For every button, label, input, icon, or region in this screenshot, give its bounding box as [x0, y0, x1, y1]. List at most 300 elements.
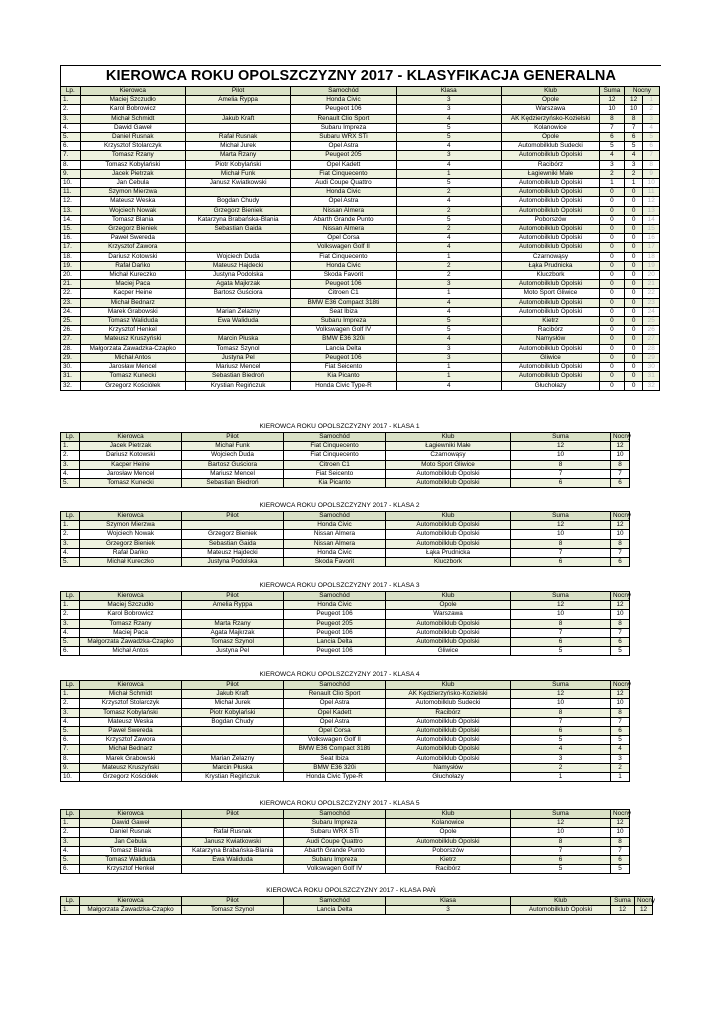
table-cell: 7: [511, 846, 611, 855]
table-cell: Abarth Grande Punto: [284, 846, 386, 855]
table-cell: 4: [396, 307, 501, 316]
table-cell: Fiat Cinquecento: [291, 169, 396, 178]
table-cell: 0: [624, 307, 643, 316]
table-cell: 0: [600, 206, 625, 215]
table-cell: 5: [396, 179, 501, 188]
rank-cell: 26: [643, 326, 660, 335]
table-cell: Kacper Heine: [80, 460, 182, 469]
table-cell: 3: [600, 160, 625, 169]
table-cell: 12: [624, 96, 643, 105]
table-cell: Marek Grabowski: [80, 754, 182, 763]
rank-cell: 11: [643, 188, 660, 197]
table-cell: 1: [624, 179, 643, 188]
table-row: [61, 133, 660, 142]
table-cell: 12: [611, 521, 630, 530]
table-cell: Seat Ibiza: [291, 307, 396, 316]
table-cell: 8: [611, 837, 630, 846]
table-cell: 0: [600, 317, 625, 326]
table-cell: [182, 736, 284, 745]
table-cell: 25.: [61, 317, 81, 326]
column-header: Kierowca: [80, 87, 185, 96]
table-cell: 8: [611, 460, 630, 469]
table-cell: 2.: [61, 828, 80, 837]
table-cell: Krystian Regińczuk: [182, 773, 284, 782]
table-cell: Peugeot 205: [291, 151, 396, 160]
table-cell: 24.: [61, 307, 81, 316]
table-cell: Mateusz Kruszyński: [80, 763, 182, 772]
rank-cell: 13: [643, 206, 660, 215]
table-cell: 6: [511, 638, 611, 647]
table-cell: Opel Corsa: [284, 727, 386, 736]
rank-cell: 9: [643, 169, 660, 178]
table-cell: Automobilklub Opolski: [501, 363, 599, 372]
table-cell: Justyna Podolska: [185, 271, 290, 280]
table-cell: 19.: [61, 261, 81, 270]
table-cell: 15.: [61, 225, 81, 234]
table-cell: 0: [600, 234, 625, 243]
table-cell: Tomasz Rzany: [80, 619, 182, 628]
table-cell: 10: [611, 451, 630, 460]
table-row: [61, 727, 630, 736]
table-cell: Fiat Cinquecento: [284, 442, 386, 451]
table-cell: Krzysztof Stolarczyk: [80, 699, 182, 708]
table-cell: Automobilklub Opolski: [501, 151, 599, 160]
table-cell: Jacek Pietrzak: [80, 442, 182, 451]
table-cell: Subaru WRX STi: [284, 828, 386, 837]
table-cell: 0: [600, 335, 625, 344]
rank-cell: 31: [643, 372, 660, 381]
table-cell: AK Kędzierzyńsko-Kozielski: [386, 690, 511, 699]
table-cell: Peugeot 106: [291, 105, 396, 114]
table-cell: Bogdan Chudy: [185, 197, 290, 206]
table-cell: Automobilklub Opolski: [386, 717, 511, 726]
table-cell: Peugeot 205: [284, 619, 386, 628]
column-header: Klub: [386, 512, 511, 521]
table-cell: Automobilklub Opolski: [501, 298, 599, 307]
table-cell: 8: [611, 619, 630, 628]
table-cell: Honda Civic: [284, 601, 386, 610]
table-cell: Nissan Almera: [284, 530, 386, 539]
table-cell: Opel Astra: [291, 197, 396, 206]
table-cell: 0: [624, 298, 643, 307]
table-cell: Marta Rzany: [182, 619, 284, 628]
table-cell: Kacper Heine: [80, 289, 185, 298]
table-cell: Nissan Almera: [291, 225, 396, 234]
table-cell: 8.: [61, 754, 80, 763]
table-cell: 6.: [61, 142, 81, 151]
table-cell: 4.: [61, 548, 80, 557]
table-cell: Kolanowice: [386, 819, 511, 828]
table-cell: Opel Astra: [284, 699, 386, 708]
table-row: [61, 225, 660, 234]
table-cell: Automobilklub Opolski: [386, 727, 511, 736]
table-cell: 1.: [61, 521, 80, 530]
table-cell: Małgorzata Zawadzka-Czapko: [80, 638, 182, 647]
table-cell: 2: [511, 763, 611, 772]
table-cell: 0: [624, 363, 643, 372]
table-cell: Michał Jurek: [185, 142, 290, 151]
table-cell: Michał Bednarz: [80, 745, 182, 754]
table-cell: Honda Civic: [291, 261, 396, 270]
table-cell: 2: [396, 261, 501, 270]
table-cell: Jan Cebula: [80, 837, 182, 846]
rank-cell: 18: [643, 252, 660, 261]
table-cell: 3: [396, 105, 501, 114]
table-cell: Audi Coupe Quattro: [284, 837, 386, 846]
rank-cell: 17: [643, 243, 660, 252]
table-header: [61, 433, 630, 442]
table-cell: 6.: [61, 736, 80, 745]
table-cell: Gliwice: [386, 647, 511, 656]
table-cell: 0: [624, 234, 643, 243]
table-cell: Michał Jurek: [182, 699, 284, 708]
table-cell: 2.: [61, 105, 81, 114]
table-cell: 1: [396, 372, 501, 381]
table-cell: 0: [600, 271, 625, 280]
table-cell: Paweł Swereda: [80, 727, 182, 736]
table-cell: 2: [396, 188, 501, 197]
table-cell: 4: [396, 381, 501, 390]
table-cell: [185, 298, 290, 307]
table-cell: Audi Coupe Quattro: [291, 179, 396, 188]
class-title: KIEROWCA ROKU OPOLSZCZYZNY 2017 - KLASA 5: [259, 800, 420, 807]
table-cell: 0: [624, 225, 643, 234]
table-cell: Piotr Kobylański: [182, 708, 284, 717]
table-row: [61, 142, 660, 151]
table-cell: Renault Clio Sport: [284, 690, 386, 699]
table-cell: 0: [600, 252, 625, 261]
table-cell: Łagiewniki Małe: [501, 169, 599, 178]
table-cell: 0: [600, 353, 625, 362]
column-header: Pilot: [182, 897, 284, 906]
table-row: [61, 160, 660, 169]
table-cell: 10: [611, 828, 630, 837]
table-cell: Honda Civic: [291, 96, 396, 105]
table-cell: Automobilklub Opolski: [501, 280, 599, 289]
table-cell: Honda Civic: [291, 188, 396, 197]
table-row: [61, 638, 630, 647]
table-cell: Daniel Rusnak: [80, 828, 182, 837]
table-cell: [182, 727, 284, 736]
rank-cell: 30: [643, 363, 660, 372]
table-cell: 7: [611, 846, 630, 855]
table-cell: 5: [396, 317, 501, 326]
table-cell: 7: [511, 717, 611, 726]
table-row: [61, 280, 660, 289]
table-cell: 12: [600, 96, 625, 105]
table-cell: 2: [624, 169, 643, 178]
table-cell: 0: [600, 298, 625, 307]
table-row: [61, 206, 660, 215]
table-row: [61, 548, 630, 557]
table-row: [61, 188, 660, 197]
table-cell: Automobilklub Sudecki: [386, 699, 511, 708]
table-cell: 3.: [61, 837, 80, 846]
table-cell: Automobilklub Opolski: [386, 521, 511, 530]
table-cell: Michał Funk: [185, 169, 290, 178]
table-cell: Szymon Mierzwa: [80, 521, 182, 530]
table-cell: 0: [600, 372, 625, 381]
table-cell: Katarzyna Brabańska-Blania: [182, 846, 284, 855]
table-cell: BMW E36 320i: [284, 763, 386, 772]
table-cell: Sebastian Biedroń: [185, 372, 290, 381]
table-cell: 0: [600, 243, 625, 252]
column-header: Pilot: [182, 512, 284, 521]
rank-cell: 29: [643, 353, 660, 362]
table-cell: [182, 819, 284, 828]
table-cell: 7.: [61, 151, 81, 160]
table-cell: Jakub Kraft: [182, 690, 284, 699]
table-cell: Krystian Regińczuk: [185, 381, 290, 390]
table-cell: 1.: [61, 819, 80, 828]
table-cell: Lancia Delta: [284, 638, 386, 647]
rank-cell: 19: [643, 261, 660, 270]
table-cell: Kietrz: [386, 856, 511, 865]
table-cell: Automobilklub Opolski: [386, 619, 511, 628]
table-cell: 4.: [61, 717, 80, 726]
table-cell: 7: [511, 548, 611, 557]
table-cell: Małgorzata Zawadzka-Czapko: [80, 906, 182, 915]
table-cell: 6: [611, 558, 630, 567]
table-cell: Tomasz Kunecki: [80, 479, 182, 488]
table-cell: 0: [600, 188, 625, 197]
table-cell: 0: [600, 225, 625, 234]
table-cell: 8: [511, 460, 611, 469]
table-cell: 3.: [61, 460, 80, 469]
table-row: [61, 906, 653, 915]
table-row: [61, 317, 660, 326]
table-cell: 0: [624, 215, 643, 224]
rank-cell: 22: [643, 289, 660, 298]
column-header: Suma: [511, 810, 611, 819]
class-table: [60, 511, 630, 567]
table-cell: 4: [396, 197, 501, 206]
column-header: Samochód: [284, 512, 386, 521]
table-cell: Sebastian Biedroń: [182, 479, 284, 488]
table-cell: Maciej Paca: [80, 280, 185, 289]
table-cell: Automobilklub Sudecki: [501, 142, 599, 151]
table-cell: Namysłów: [386, 763, 511, 772]
table-cell: 26.: [61, 326, 81, 335]
table-cell: Głuchołazy: [501, 381, 599, 390]
table-cell: 7: [600, 123, 625, 132]
table-cell: Volkswagen Golf II: [284, 736, 386, 745]
table-cell: Marcin Płuska: [185, 335, 290, 344]
rank-cell: 16: [643, 234, 660, 243]
class-table: [60, 680, 630, 782]
column-header: Kierowca: [80, 433, 182, 442]
column-header: Klasa: [386, 897, 511, 906]
table-cell: Michał Funk: [182, 442, 284, 451]
table-cell: 1: [396, 289, 501, 298]
table-cell: 0: [600, 289, 625, 298]
table-cell: 6: [511, 727, 611, 736]
table-cell: Tomasz Kobylański: [80, 160, 185, 169]
table-cell: Wojciech Duda: [182, 451, 284, 460]
table-row: [61, 363, 660, 372]
table-cell: Skoda Favorit: [284, 558, 386, 567]
table-cell: 1: [396, 252, 501, 261]
column-header: Klasa: [396, 87, 501, 96]
table-cell: 0: [624, 335, 643, 344]
rank-cell: 4: [643, 123, 660, 132]
table-cell: Opole: [386, 601, 511, 610]
table-cell: Małgorzata Zawadzka-Czapko: [80, 344, 185, 353]
table-cell: Renault Clio Sport: [291, 114, 396, 123]
table-cell: 10: [600, 105, 625, 114]
table-cell: 0: [600, 280, 625, 289]
table-cell: 4: [511, 745, 611, 754]
table-row: [61, 105, 660, 114]
table-cell: 6: [511, 479, 611, 488]
class-title: KIEROWCA ROKU OPOLSZCZYZNY 2017 - KLASA 4: [259, 671, 420, 678]
column-header: Klub: [386, 592, 511, 601]
table-cell: BMW E36 Compact 318ti: [291, 298, 396, 307]
table-cell: Kia Picanto: [291, 372, 396, 381]
table-cell: Mateusz Kruszyński: [80, 335, 185, 344]
table-cell: Łagiewniki Małe: [386, 442, 511, 451]
table-cell: Sebastian Gaida: [185, 225, 290, 234]
table-row: [61, 271, 660, 280]
table-cell: 4: [396, 142, 501, 151]
table-cell: Justyna Pel: [185, 353, 290, 362]
table-cell: 0: [624, 344, 643, 353]
table-cell: 6: [511, 558, 611, 567]
table-cell: Automobilklub Opolski: [501, 307, 599, 316]
rank-cell: 20: [643, 271, 660, 280]
table-row: [61, 326, 660, 335]
table-cell: Opole: [501, 96, 599, 105]
table-cell: Rafał Dańko: [80, 548, 182, 557]
table-cell: Automobilklub Opolski: [511, 906, 611, 915]
table-cell: 0: [624, 289, 643, 298]
table-cell: Wojciech Nowak: [80, 206, 185, 215]
table-cell: 10.: [61, 179, 81, 188]
table-cell: 0: [624, 197, 643, 206]
table-cell: Janusz Kwiatkowski: [182, 837, 284, 846]
table-cell: Grzegorz Bieniek: [80, 225, 185, 234]
table-cell: Mateusz Hajdecki: [182, 548, 284, 557]
table-cell: Honda Civic: [284, 521, 386, 530]
table-cell: 6: [511, 856, 611, 865]
table-cell: 4: [396, 243, 501, 252]
class-table: [60, 809, 630, 874]
table-cell: 2.: [61, 530, 80, 539]
table-cell: 6: [611, 856, 630, 865]
table-cell: Amelia Ryppa: [182, 601, 284, 610]
table-cell: Kluczbork: [501, 271, 599, 280]
table-cell: 6: [624, 133, 643, 142]
table-cell: Mariusz Mencel: [182, 469, 284, 478]
table-cell: Grzegorz Kościółek: [80, 773, 182, 782]
table-cell: Volkswagen Golf IV: [291, 326, 396, 335]
table-cell: 4: [396, 335, 501, 344]
rank-cell: 25: [643, 317, 660, 326]
table-cell: Głuchołazy: [386, 773, 511, 782]
table-cell: 3.: [61, 619, 80, 628]
table-cell: Wojciech Duda: [185, 252, 290, 261]
table-cell: Opel Kadett: [284, 708, 386, 717]
table-cell: Krzysztof Zawora: [80, 736, 182, 745]
table-cell: Automobilklub Opolski: [386, 736, 511, 745]
table-cell: 0: [624, 243, 643, 252]
column-header: Pilot: [182, 433, 284, 442]
table-cell: 12: [611, 690, 630, 699]
table-cell: 1: [396, 363, 501, 372]
table-row: [61, 530, 630, 539]
table-cell: 7: [511, 469, 611, 478]
table-cell: Kia Picanto: [284, 479, 386, 488]
table-cell: 9.: [61, 169, 81, 178]
table-cell: 28.: [61, 344, 81, 353]
table-cell: 3: [611, 754, 630, 763]
table-cell: 10: [511, 699, 611, 708]
table-cell: 1: [611, 773, 630, 782]
table-cell: 5: [611, 865, 630, 874]
table-cell: Krzysztof Stolarczyk: [80, 142, 185, 151]
table-cell: Grzegorz Bieniek: [80, 539, 182, 548]
table-cell: 6: [611, 638, 630, 647]
table-cell: Automobilklub Opolski: [501, 179, 599, 188]
table-cell: Ewa Waliduda: [182, 856, 284, 865]
table-cell: Automobilklub Opolski: [386, 754, 511, 763]
table-cell: 0: [600, 326, 625, 335]
table-header: [61, 87, 660, 96]
table-cell: Krzysztof Zawora: [80, 243, 185, 252]
table-row: [61, 628, 630, 637]
table-cell: Peugeot 106: [284, 647, 386, 656]
table-cell: Peugeot 106: [291, 353, 396, 362]
column-header: Klub: [501, 87, 599, 96]
table-cell: Mateusz Weska: [80, 717, 182, 726]
table-cell: AK Kędzierzyńsko-Kozielski: [501, 114, 599, 123]
table-row: [61, 736, 630, 745]
column-header: Klub: [386, 681, 511, 690]
table-cell: 1.: [61, 601, 80, 610]
column-header: Kierowca: [80, 512, 182, 521]
table-cell: Michał Kureczko: [80, 558, 182, 567]
table-cell: 6.: [61, 865, 80, 874]
table-row: [61, 451, 630, 460]
table-cell: 5: [511, 736, 611, 745]
table-cell: Peugeot 106: [291, 280, 396, 289]
table-row: [61, 197, 660, 206]
general-classification-table: [60, 86, 660, 391]
table-cell: Fiat Cinquecento: [284, 451, 386, 460]
column-header: Lp.: [61, 433, 80, 442]
column-header: Nocny: [635, 897, 653, 906]
table-cell: 3: [396, 344, 501, 353]
table-cell: Rafał Dańko: [80, 261, 185, 270]
table-row: [61, 856, 630, 865]
table-cell: Katarzyna Brabańska-Blania: [185, 215, 290, 224]
table-cell: Tomasz Blania: [80, 846, 182, 855]
table-cell: 0: [624, 206, 643, 215]
table-cell: Agata Majkrzak: [182, 628, 284, 637]
column-header: Pilot: [182, 681, 284, 690]
table-cell: Automobilklub Opolski: [501, 234, 599, 243]
table-row: [61, 846, 630, 855]
table-cell: Poborszów: [501, 215, 599, 224]
table-cell: Marian Żelazny: [185, 307, 290, 316]
table-cell: 4: [611, 745, 630, 754]
table-cell: 0: [624, 317, 643, 326]
table-cell: 12: [635, 906, 653, 915]
table-cell: 0: [624, 353, 643, 362]
table-cell: Marcin Płuska: [182, 763, 284, 772]
table-cell: 5.: [61, 727, 80, 736]
table-cell: Namysłów: [501, 335, 599, 344]
